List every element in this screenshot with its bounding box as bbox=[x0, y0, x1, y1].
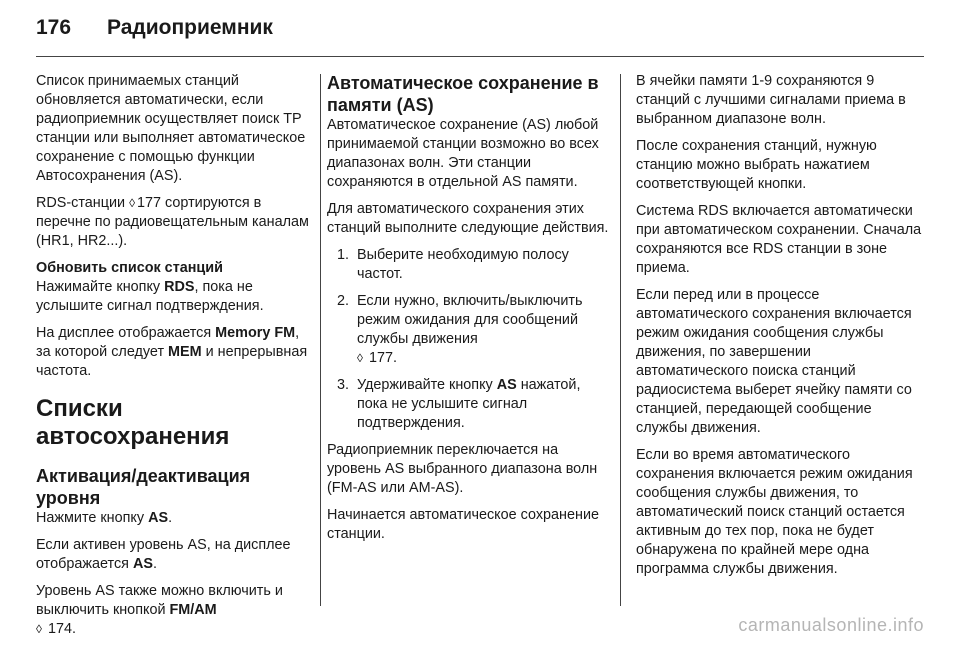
paragraph-as-level-switch: Радиоприемник переключается на уровень AS выбранного диапазона волн (FM-AS или AM-AS). bbox=[327, 442, 598, 496]
page-ref-arrow-icon: ◊ bbox=[36, 622, 42, 636]
paragraph-rds-sorting bbox=[36, 194, 312, 251]
paragraph-as-instructions: Для автоматического сохранения этих станций выполните следующие действия. bbox=[327, 201, 609, 236]
rds-sort-text-post: сортируются в перечне по радиовещательным каналам (HR1, HR2...). bbox=[36, 195, 309, 249]
paragraph-rds-auto: Система RDS включается автоматически при автоматическом сохранении. Сначала сохраняются все RDS станции в зоне приема. bbox=[636, 203, 922, 276]
heading-activation-level: Активация/деактивация уровня bbox=[36, 466, 251, 508]
column-left bbox=[36, 72, 312, 647]
heading-autostore-lists: Списки автосохранения bbox=[36, 395, 230, 450]
paragraph-as-description: Автоматическое сохранение (AS) любой принимаемой станции возможно во всех диапазонах волн. Эти станции сохраняются в отдельной AS памяти. bbox=[327, 117, 599, 190]
column-divider-2 bbox=[620, 74, 621, 606]
step-text-post: нажатой, пока не услышите сигнал подтверждения. bbox=[357, 377, 581, 431]
rds-button-label: RDS bbox=[164, 279, 195, 295]
page-ref-177[interactable]: 177 bbox=[137, 195, 162, 211]
paragraph-traffic-before: Если перед или в процессе автоматического сохранения включается режим ожидания сообщения службы движения, по завершении автоматического поиска станций радиосистема выберет ячейку памяти со станцией, передающей сообщение службы движения. bbox=[636, 287, 912, 436]
rds-sort-text-pre: RDS-станции bbox=[36, 195, 126, 211]
paragraph-as-start: Начинается автоматическое сохранение станции. bbox=[327, 507, 599, 542]
step-text: Если нужно, включить/выключить режим ожидания для сообщений службы движения bbox=[357, 293, 583, 347]
paragraph-station-list-update: Список принимаемых станций обновляется автоматически, если радиоприемник осуществляет поиск TP станции или выполняет автоматическое сохранение с помощью функции Автосохранения (AS). bbox=[36, 73, 306, 184]
paragraph-as-toggle bbox=[36, 582, 312, 639]
step-number: 1. bbox=[337, 247, 350, 263]
header-rule bbox=[36, 56, 924, 57]
list-item bbox=[327, 376, 612, 433]
page-ref-arrow-icon: ◊ bbox=[357, 351, 363, 365]
press-rds-text-pre: Нажимайте кнопку bbox=[36, 279, 161, 295]
page-ref-arrow-icon: ◊ bbox=[129, 196, 136, 210]
paragraph-memory-cells: В ячейки памяти 1-9 сохраняются 9 станций с лучшими сигналами приема в выбранном диапазоне волн. bbox=[636, 73, 906, 127]
press-as-text-pre: Нажмите кнопку bbox=[36, 510, 145, 526]
step-number: 2. bbox=[337, 293, 350, 309]
display-text-post: и непрерывная частота. bbox=[36, 344, 308, 379]
column-middle bbox=[327, 72, 612, 552]
watermark: carmanualsonline.info bbox=[738, 615, 924, 635]
steps-list bbox=[327, 246, 612, 433]
paragraph-press-as: Нажмите кнопку AS. bbox=[36, 510, 173, 526]
as-active-text: Если активен уровень AS, на дисплее отображается bbox=[36, 537, 291, 572]
mem-label: MEM bbox=[168, 344, 202, 360]
paragraph-traffic-during: Если во время автоматического сохранения включается режим ожидания сообщения службы движения, то автоматический поиск станций остается активным до тех пор, пока не будет обнаружена по крайней мере одна программа службы движения. bbox=[636, 447, 913, 577]
step-text: Выберите необходимую полосу частот. bbox=[357, 247, 569, 282]
step-number: 3. bbox=[337, 377, 350, 393]
column-divider-1 bbox=[320, 74, 321, 606]
display-text-mid: , за которой следует bbox=[36, 325, 300, 360]
paragraph-display-memory bbox=[36, 324, 312, 381]
page-ref-174[interactable]: 174. bbox=[47, 621, 76, 637]
list-item bbox=[327, 246, 612, 284]
step-text: Удерживайте кнопку bbox=[357, 377, 493, 393]
paragraph-press-rds bbox=[36, 278, 312, 316]
page-ref-177[interactable]: 177. bbox=[368, 350, 397, 366]
paragraph-as-active: Если активен уровень AS, на дисплее отображается AS. bbox=[36, 537, 291, 572]
as-toggle-text: Уровень AS также можно включить и выключить кнопкой bbox=[36, 583, 283, 618]
memory-fm-label: Memory FM bbox=[215, 325, 296, 341]
heading-update-station-list: Обновить список станций bbox=[36, 260, 223, 276]
as-button-label: AS bbox=[148, 510, 169, 526]
as-button-label: AS bbox=[496, 377, 517, 393]
press-rds-text-post: , пока не услышите сигнал подтверждения. bbox=[36, 279, 264, 314]
page-title: Радиоприемник bbox=[107, 16, 273, 39]
heading-auto-store: Автоматическое сохранение в памяти (AS) bbox=[327, 73, 599, 115]
fm-am-button-label: FM/AM bbox=[169, 602, 217, 618]
column-right bbox=[636, 72, 926, 587]
paragraph-select-station: После сохранения станций, нужную станцию можно выбрать нажатием соответствующей кнопки. bbox=[636, 138, 877, 192]
as-display-label: AS bbox=[132, 556, 153, 572]
page-number: 176 bbox=[36, 16, 72, 39]
display-text-pre: На дисплее отображается bbox=[36, 325, 212, 341]
list-item bbox=[327, 292, 612, 368]
